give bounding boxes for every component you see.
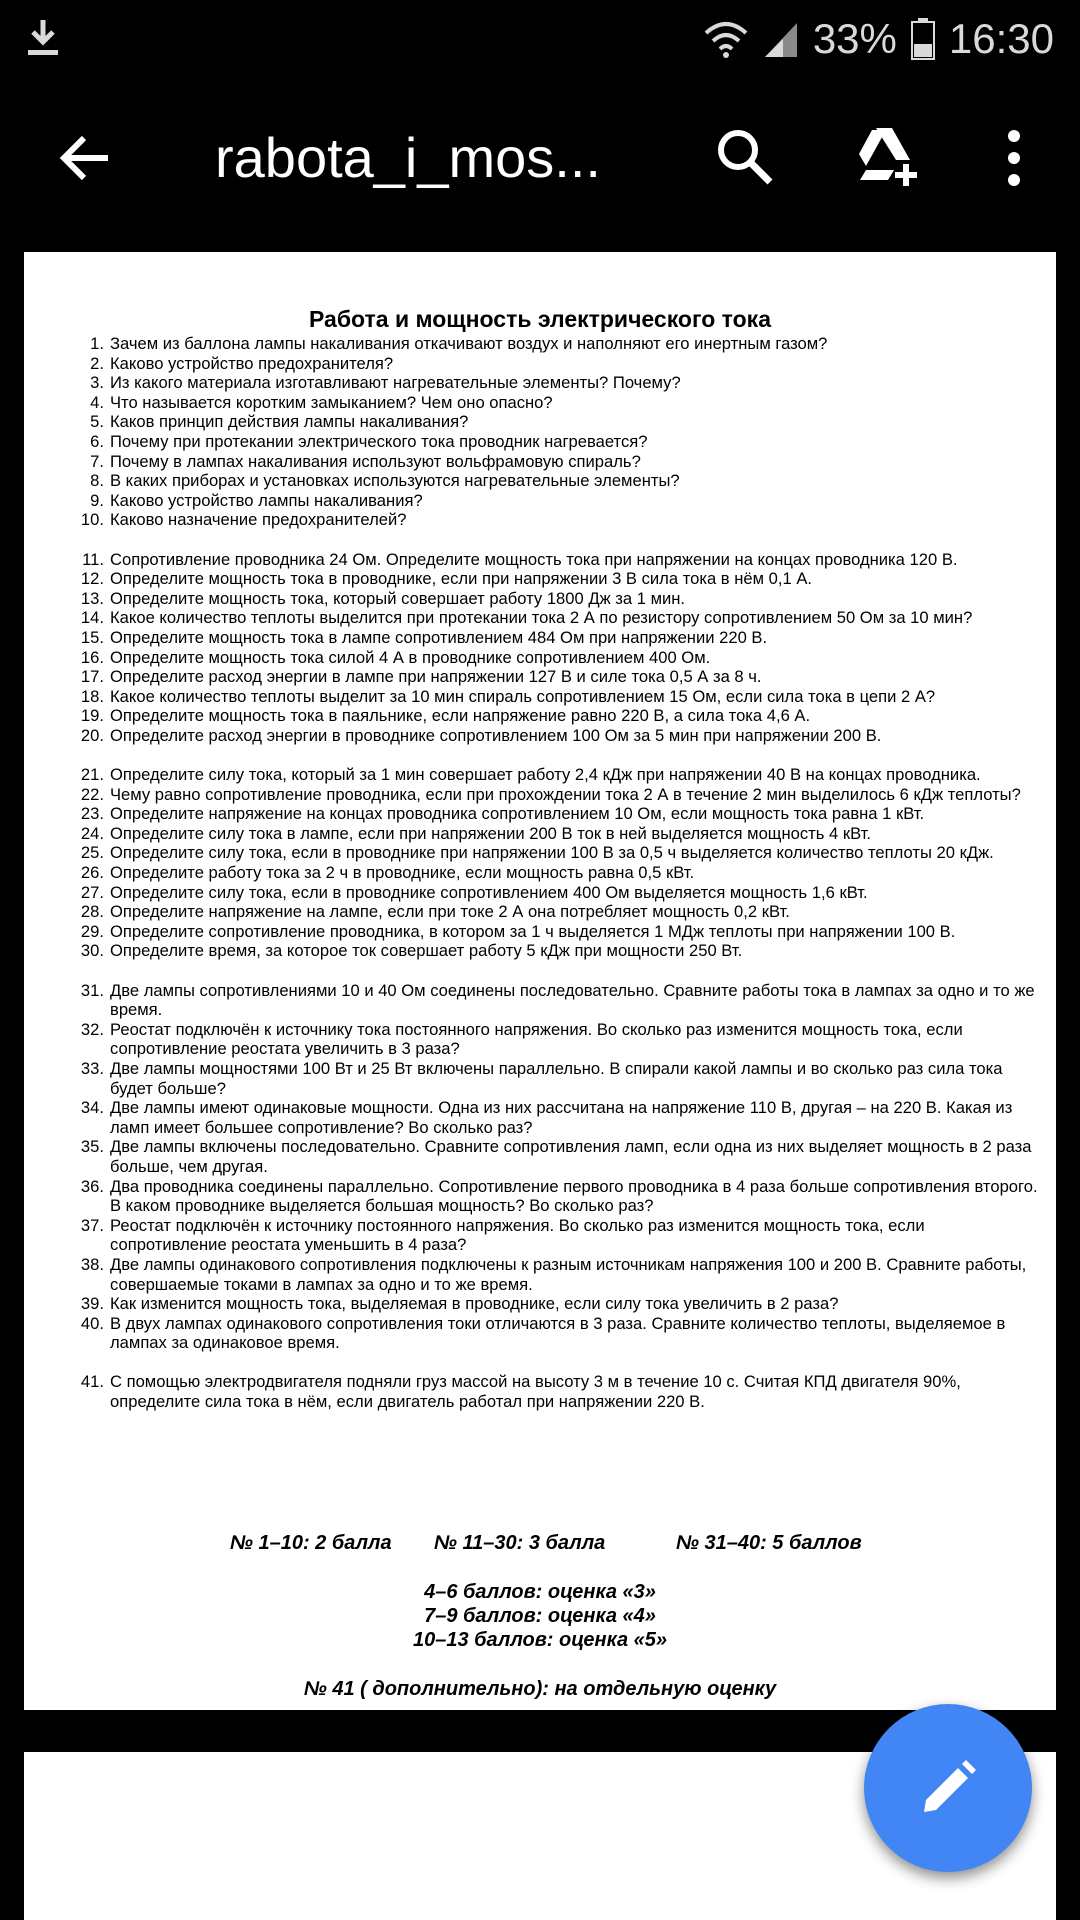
question-item [74, 883, 1044, 903]
question-text: Две лампы включены последовательно. Сравните сопротивления ламп, если одна из них выделяет мощность в 2 раза больше, чем другая. [110, 1137, 1032, 1176]
question-text: Каково устройство лампы накаливания? [110, 490, 423, 510]
question-number: 1. [90, 334, 104, 353]
question-item [74, 393, 1044, 413]
question-text: Как изменится мощность тока, выделяемая в проводнике, если силу тока увеличить в 2 раза? [110, 1294, 839, 1314]
question-item [74, 902, 1044, 922]
question-item [74, 1294, 1044, 1314]
question-item [74, 491, 1044, 511]
question-number: 29. [80, 921, 104, 941]
question-number: 10. [80, 510, 104, 530]
question-item [74, 706, 1044, 726]
signal-icon [763, 19, 799, 59]
score-group-2: № 11–30: 3 балла [434, 1532, 606, 1554]
question-text: Определите мощность тока в паяльнике, если напряжение равно 220 В, а сила тока 4,6 А. [110, 706, 811, 726]
question-item [74, 628, 1044, 648]
question-number: 30. [80, 941, 104, 961]
question-item [74, 765, 1044, 785]
question-number: 7. [90, 451, 104, 471]
question-number: 27. [80, 882, 104, 902]
question-item [74, 804, 1044, 824]
question-number: 25. [80, 843, 104, 863]
question-text: Каков принцип действия лампы накаливания? [110, 412, 469, 432]
question-text: Сопротивление проводника 24 Ом. Определите мощность тока при напряжении на концах проводника 120 В. [110, 549, 958, 569]
question-item [74, 922, 1044, 942]
question-text: Реостат подключён к источнику тока постоянного напряжения. Во сколько раз изменится мощность тока, если сопротивление реостата увеличить в 3 раза? [110, 1019, 963, 1059]
question-item [74, 687, 1044, 707]
question-text: Определите время, за которое ток совершает работу 5 кДж при мощности 250 Вт. [110, 941, 743, 961]
question-item [74, 1372, 1044, 1411]
search-icon[interactable] [714, 126, 774, 186]
question-number: 11. [82, 549, 104, 569]
question-number: 4. [90, 392, 104, 412]
question-text: Определите расход энергии в проводнике сопротивлением 100 Ом за 5 мин при напряжении 200 В. [110, 725, 882, 745]
wifi-icon [703, 19, 749, 59]
question-text: Две лампы одинакового сопротивления подключены к разным источникам напряжения 100 и 200 В. Сравните работы, совершаемые токами в лампах за одно и то же время. [110, 1254, 1027, 1294]
battery-percent: 33% [812, 15, 897, 62]
page-heading: Работа и мощность электрического тока [309, 306, 771, 332]
grade-4: 7–9 баллов: оценка «4» [424, 1605, 656, 1627]
question-number: 20. [80, 725, 104, 745]
question-item [74, 1314, 1044, 1353]
question-number: 18. [80, 686, 104, 706]
question-number: 9. [90, 490, 104, 510]
question-number: 26. [80, 863, 104, 883]
question-item [74, 1059, 1044, 1098]
question-item [74, 726, 1044, 746]
question-number: 13. [80, 588, 104, 608]
back-arrow-icon[interactable] [56, 130, 112, 186]
question-text: Две лампы сопротивлениями 10 и 40 Ом соединены последовательно. Сравните работы тока в лампах за одно и то же время. [110, 980, 1035, 1020]
question-text: Две лампы имеют одинаковые мощности. Одна из них рассчитана на напряжение 110 В, другая – на 220 В. Какая из ламп имеет большее сопротивление? Во сколько раз? [110, 1098, 1013, 1137]
question-text: Определите работу тока за 2 ч в проводнике, если мощность равна 0,5 кВт. [110, 863, 695, 883]
question-item [74, 1020, 1044, 1059]
question-item [74, 471, 1044, 491]
question-item [74, 354, 1044, 374]
question-number: 32. [80, 1019, 104, 1039]
question-text: Определите силу тока, если в проводнике при напряжении 100 В за 0,5 ч выделяется количество теплоты 20 кДж. [110, 843, 994, 863]
question-text: Определите напряжение на лампе, если при токе 2 А она потребляет мощность 0,2 кВт. [110, 902, 790, 922]
question-text: Определите силу тока в лампе, если при напряжении 200 В ток в ней выделяется мощность 4 кВт. [110, 823, 871, 843]
question-text: С помощью электродвигателя подняли груз массой на высоту 3 м в течение 10 с. Считая КПД двигателя 90%, определите сила тока в нём, если двигатель работал при напряжении 220 В. [110, 1372, 961, 1412]
edit-button[interactable] [864, 1704, 1032, 1872]
question-text: Определите силу тока, если в проводнике сопротивлением 400 Ом выделяется мощность 1,6 кВт. [110, 882, 868, 902]
question-item [74, 373, 1044, 393]
battery-icon [911, 18, 935, 60]
question-text: Определите расход энергии в лампе при напряжении 127 В и силе тока 0,5 А за 8 ч. [110, 667, 762, 687]
question-number: 28. [80, 902, 104, 922]
question-number: 23. [80, 804, 104, 824]
pencil-icon [916, 1756, 980, 1820]
question-text: Каково назначение предохранителей? [110, 510, 407, 530]
document-title: rabota_i_mos... [215, 126, 601, 189]
question-item [74, 1255, 1044, 1294]
question-text: Определите мощность тока в лампе сопротивлением 484 Ом при напряжении 220 В. [110, 627, 768, 647]
question-item [74, 589, 1044, 609]
score-group-1: № 1–10: 2 балла [230, 1532, 392, 1554]
question-text: Из какого материала изготавливают нагревательные элементы? Почему? [110, 373, 681, 393]
question-text: Определите напряжение на концах проводника сопротивлением 10 Ом, если мощность тока равна 1 кВт. [110, 804, 925, 824]
question-number: 14. [80, 608, 104, 628]
question-item [74, 569, 1044, 589]
clock: 16:30 [948, 15, 1054, 62]
question-number: 41. [80, 1372, 104, 1392]
document-page[interactable] [24, 252, 1056, 1710]
question-item [74, 824, 1044, 844]
question-item [74, 432, 1044, 452]
question-text: Две лампы мощностями 100 Вт и 25 Вт включены параллельно. В спирали какой лампы и во сколько раз сила тока будет больше? [110, 1058, 1003, 1098]
question-item [74, 667, 1044, 687]
question-number: 17. [80, 667, 104, 687]
question-item [74, 608, 1044, 628]
question-number: 16. [80, 647, 104, 667]
question-item [74, 981, 1044, 1020]
question-number: 5. [90, 412, 104, 432]
download-icon [26, 18, 60, 58]
grade-3: 4–6 баллов: оценка «3» [424, 1581, 656, 1603]
question-text: Определите мощность тока, который совершает работу 1800 Дж за 1 мин. [110, 588, 686, 608]
question-number: 6. [90, 431, 104, 451]
question-number: 35. [80, 1137, 104, 1157]
question-item [74, 334, 1044, 354]
question-text: Определите мощность тока в проводнике, если при напряжении 3 В сила тока в нём 0,1 А. [110, 569, 812, 589]
question-text: Какое количество теплоты выделит за 10 мин спираль сопротивлением 15 Ом, если сила тока в цепи 2 А? [110, 686, 936, 706]
question-item [74, 843, 1044, 863]
question-text: Какое количество теплоты выделится при протекании тока 2 А по резистору сопротивлением 50 Ом за 10 мин? [110, 608, 973, 628]
question-item [74, 510, 1044, 530]
question-text: Чему равно сопротивление проводника, если при прохождении тока 2 А в течение 2 мин выделилось 6 кДж теплоты? [110, 784, 1021, 804]
question-text: Определите сопротивление проводника, в котором за 1 ч выделяется 1 МДж теплоты при напряжении 100 В. [110, 921, 956, 941]
app-bar [0, 78, 1080, 238]
question-text: Определите силу тока, который за 1 мин совершает работу 2,4 кДж при напряжении 40 В на концах проводника. [110, 765, 981, 785]
score-group-3: № 31–40: 5 баллов [676, 1532, 862, 1554]
question-number: 36. [80, 1176, 104, 1196]
question-item [74, 1216, 1044, 1255]
question-item [74, 785, 1044, 805]
question-text: Зачем из баллона лампы накаливания откачивают воздух и наполняют его инертным газом? [110, 334, 828, 353]
question-number: 15. [80, 627, 104, 647]
add-to-drive-icon[interactable] [852, 124, 918, 190]
question-item [74, 863, 1044, 883]
scoring-section [24, 1532, 1056, 1652]
question-item [74, 941, 1044, 961]
question-text: Определите мощность тока силой 4 А в проводнике сопротивлением 400 Ом. [110, 647, 711, 667]
question-number: 12. [80, 569, 104, 589]
question-text: Каково устройство предохранителя? [110, 353, 394, 373]
question-item [74, 1098, 1044, 1137]
question-item [74, 412, 1044, 432]
question-number: 38. [80, 1254, 104, 1274]
question-text: Два проводника соединены параллельно. Сопротивление первого проводника в 4 раза больше сопротивления второго. В каком проводнике выделяется большая мощность? Во сколько раз? [110, 1176, 1038, 1216]
question-number: 19. [80, 706, 104, 726]
question-text: Почему в лампах накаливания используют вольфрамовую спираль? [110, 451, 641, 471]
question-text: Реостат подключён к источнику постоянного напряжения. Во сколько раз изменится мощность тока, если сопротивление реостата уменьшить в 4 раза? [110, 1215, 925, 1255]
grade-5: 10–13 баллов: оценка «5» [412, 1629, 668, 1651]
question-number: 37. [80, 1215, 104, 1235]
question-text: Что называется коротким замыканием? Чем оно опасно? [110, 392, 553, 412]
question-number: 24. [80, 823, 104, 843]
question-number: 40. [80, 1313, 104, 1333]
question-text: В каких приборах и установках используются нагревательные элементы? [110, 471, 680, 491]
question-item [74, 1137, 1044, 1176]
question-number: 8. [90, 471, 104, 491]
question-number: 33. [80, 1058, 104, 1078]
question-number: 22. [80, 784, 104, 804]
extra-note: № 41 ( дополнительно): на отдельную оценку [303, 1678, 777, 1700]
question-number: 3. [90, 373, 104, 393]
status-bar [0, 0, 1080, 78]
question-number: 31. [80, 980, 104, 1000]
question-item [74, 452, 1044, 472]
question-number: 2. [90, 353, 104, 373]
question-item [74, 550, 1044, 570]
question-item [74, 648, 1044, 668]
more-options-icon[interactable] [1000, 128, 1028, 188]
question-number: 39. [80, 1294, 104, 1314]
question-list [74, 334, 1044, 1412]
question-number: 21. [80, 765, 104, 785]
question-number: 34. [80, 1098, 104, 1118]
question-text: Почему при протекании электрического тока проводник нагревается? [110, 431, 648, 451]
question-item [74, 1177, 1044, 1216]
question-text: В двух лампах одинакового сопротивления токи отличаются в 3 раза. Сравните количество теплоты, выделяемое в лампах за одинаковое время. [110, 1313, 1006, 1353]
